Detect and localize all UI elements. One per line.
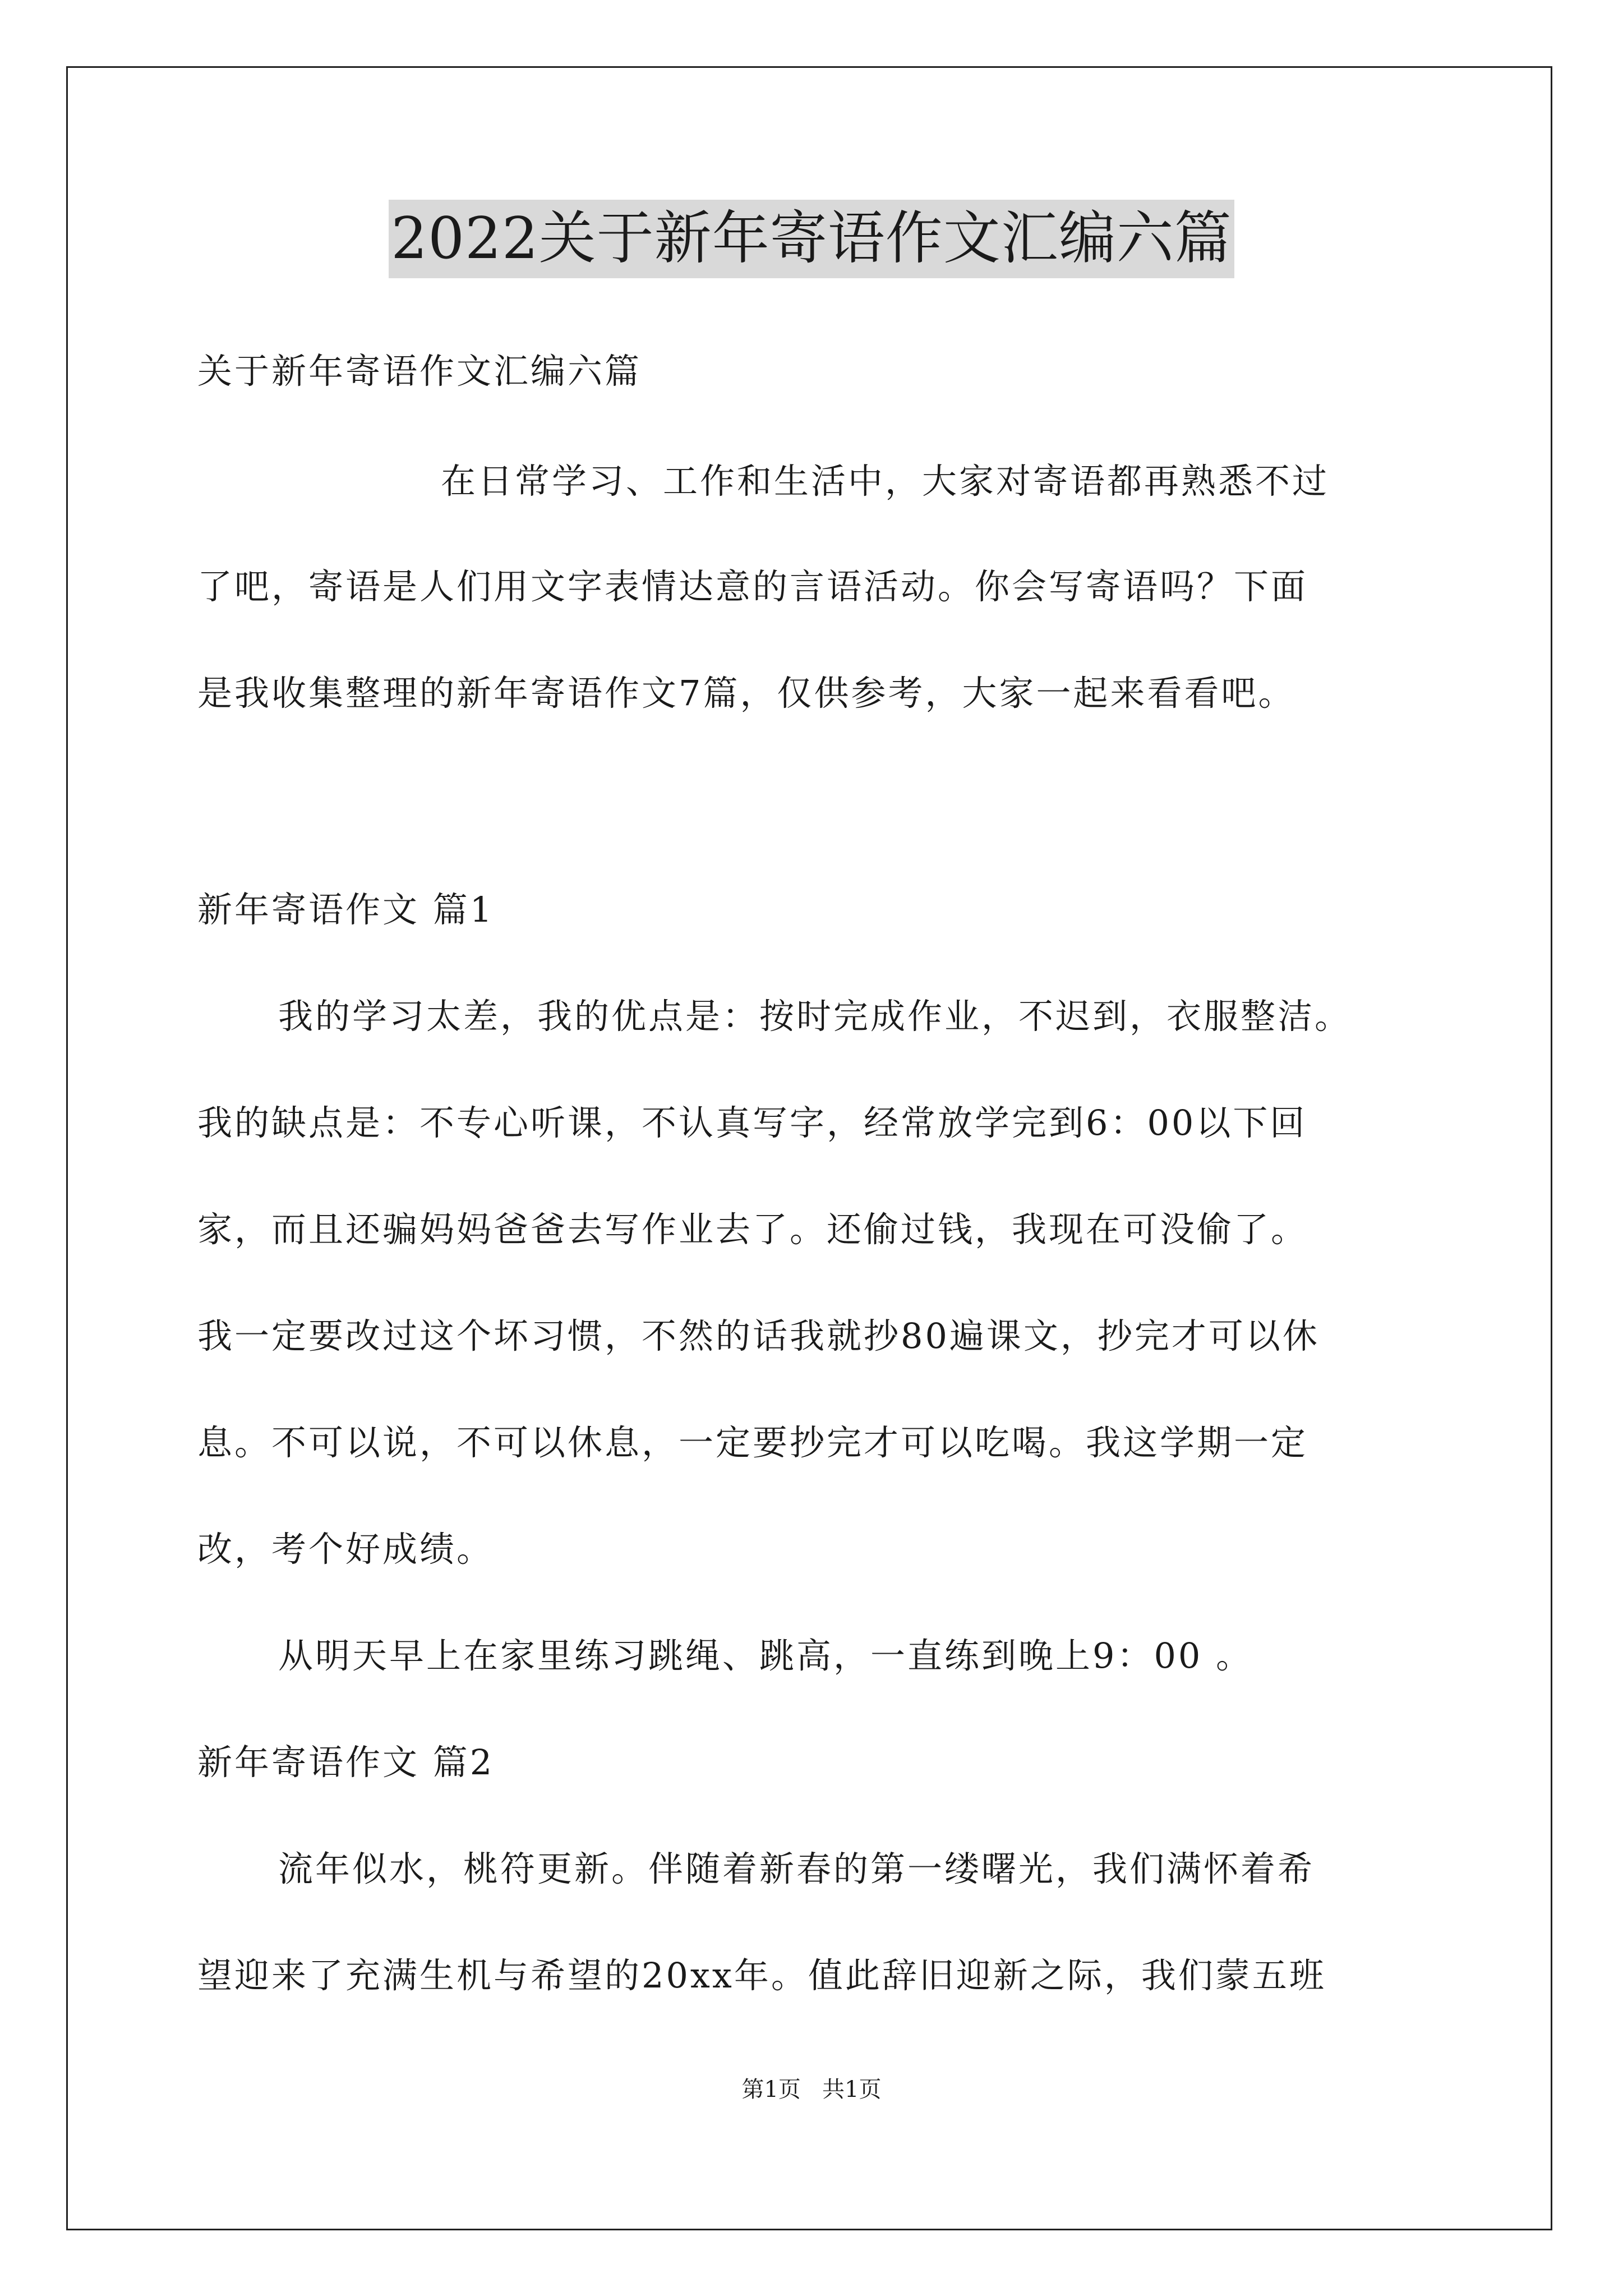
paragraph-line: 我一定要改过这个坏习惯，不然的话我就抄80遍课文，抄完才可以休 — [197, 1315, 1320, 1356]
paragraph-line: 流年似水，桃符更新。伴随着新春的第一缕曙光，我们满怀着希 — [278, 1848, 1315, 1889]
intro-line: 是我收集整理的新年寄语作文7篇，仅供参考，大家一起来看看吧。 — [197, 673, 1295, 714]
document-subtitle: 关于新年寄语作文汇编六篇 — [197, 351, 642, 392]
intro-line: 在日常学习、工作和生活中，大家对寄语都再熟悉不过 — [441, 461, 1330, 501]
section-heading: 新年寄语作文 篇2 — [197, 1742, 495, 1783]
page-footer: 第1页 共1页 — [741, 2077, 882, 2102]
paragraph-line: 从明天早上在家里练习跳绳、跳高，一直练到晚上9：00 。 — [278, 1635, 1253, 1676]
document-title: 2022关于新年寄语作文汇编六篇 — [389, 200, 1234, 278]
section-heading: 新年寄语作文 篇1 — [197, 889, 495, 930]
paragraph-line: 我的缺点是：不专心听课，不认真写字，经常放学完到6：00以下回 — [197, 1102, 1307, 1143]
paragraph-line: 改，考个好成绩。 — [197, 1529, 494, 1570]
title-container — [0, 200, 1623, 278]
paragraph-line: 望迎来了充满生机与希望的20xx年。值此辞旧迎新之际，我们蒙五班 — [197, 1955, 1326, 1996]
intro-line: 了吧，寄语是人们用文字表情达意的言语活动。你会写寄语吗？下面 — [197, 566, 1308, 607]
paragraph-line: 家，而且还骗妈妈爸爸去写作业去了。还偷过钱，我现在可没偷了。 — [197, 1209, 1308, 1250]
paragraph-line: 息。不可以说，不可以休息，一定要抄完才可以吃喝。我这学期一定 — [197, 1422, 1308, 1463]
paragraph-line: 我的学习太差，我的优点是：按时完成作业，不迟到，衣服整洁。 — [278, 996, 1352, 1037]
